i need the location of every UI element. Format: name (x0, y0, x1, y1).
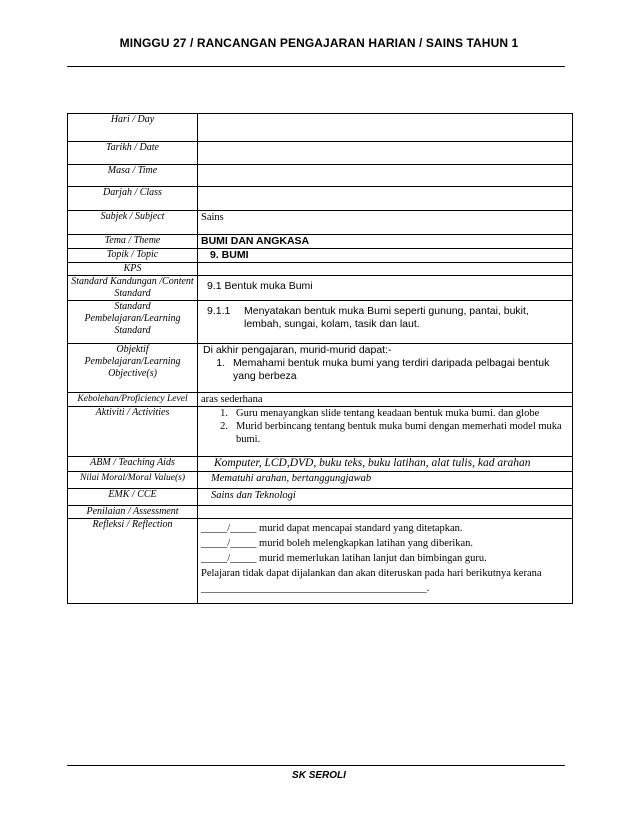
label-kps: KPS (68, 263, 198, 276)
row-tarikh (68, 142, 573, 165)
aktiviti-text-1: Guru menayangkan slide tentang keadaan bentuk muka bumi. dan globe (236, 408, 540, 419)
value-topik (198, 249, 573, 263)
nilai-text: Mematuhi arahan, bertanggungjawab (211, 473, 372, 484)
standard-kandungan-text: 9.1 Bentuk muka Bumi (207, 280, 313, 292)
label-emk: EMK / CCE (68, 489, 198, 506)
aktiviti-text-2: Murid berbincang tentang bentuk muka bumi dengan memerhati model muka bumi. (236, 421, 562, 445)
emk-text: Sains dan Teknologi (211, 490, 296, 501)
label-objektif: Objektif Pembelajaran/Learning Objective(s) (68, 344, 198, 393)
row-kebolehan (68, 393, 573, 407)
label-tarikh: Tarikh / Date (68, 142, 198, 165)
label-refleksi: Refleksi / Reflection (68, 519, 198, 604)
header-divider (67, 66, 565, 67)
objektif-intro: Di akhir pengajaran, murid-murid dapat:- (203, 344, 392, 356)
row-abm (68, 457, 573, 472)
value-kebolehan: aras sederhana (198, 393, 573, 407)
value-abm (198, 457, 573, 472)
row-masa (68, 165, 573, 187)
row-kps (68, 263, 573, 276)
standard-pembelajaran-item (207, 305, 569, 331)
row-aktiviti (68, 407, 573, 457)
aktiviti-number-2: 2. (220, 421, 228, 432)
row-standard-pembelajaran (68, 301, 573, 344)
value-masa (198, 165, 573, 187)
row-standard-kandungan (68, 276, 573, 301)
value-kps (198, 263, 573, 276)
label-standard-pembelajaran: Standard Pembelajaran/Learning Standard (68, 301, 198, 344)
refleksi-line-4: Pelajaran tidak dapat dijalankan dan akan diteruskan pada hari berikutnya kerana ___________________________________________. (201, 568, 542, 594)
row-tema (68, 235, 573, 249)
objektif-text: Memahami bentuk muka bumi yang terdiri daripada pelbagai bentuk yang berbeza (233, 357, 550, 382)
page-footer: SK SEROLI (292, 770, 346, 781)
refleksi-line-2: _____/_____ murid boleh melengkapkan latihan yang diberikan. (201, 538, 474, 549)
label-nilai: Nilai Moral/Moral Value(s) (68, 472, 198, 489)
label-hari: Hari / Day (68, 114, 198, 142)
standard-pembelajaran-number: 9.1.1 (207, 305, 231, 317)
row-hari (68, 114, 573, 142)
value-tarikh (198, 142, 573, 165)
objektif-number: 1. (216, 357, 225, 369)
aktiviti-number-1: 1. (220, 408, 228, 419)
value-standard-kandungan (198, 276, 573, 301)
label-standard-kandungan: Standard Kandungan /Content Standard (68, 276, 198, 301)
label-aktiviti: Aktiviti / Activities (68, 407, 198, 457)
row-darjah (68, 187, 573, 211)
page-header: MINGGU 27 / RANCANGAN PENGAJARAN HARIAN / SAINS TAHUN 1 (119, 36, 519, 50)
standard-pembelajaran-text: Menyatakan bentuk muka Bumi seperti gunung, pantai, bukit, lembah, sungai, kolam, tasik dan laut. (244, 305, 529, 330)
value-hari (198, 114, 573, 142)
row-penilaian (68, 506, 573, 519)
value-darjah (198, 187, 573, 211)
value-tema: BUMI DAN ANGKASA (198, 235, 573, 249)
aktiviti-item-2 (212, 420, 569, 446)
value-nilai (198, 472, 573, 489)
label-masa: Masa / Time (68, 165, 198, 187)
label-subjek: Subjek / Subject (68, 211, 198, 235)
row-objektif (68, 344, 573, 393)
value-objektif (198, 344, 573, 393)
value-standard-pembelajaran (198, 301, 573, 344)
objektif-item (203, 357, 569, 383)
abm-text: Komputer, LCD,DVD, buku teks, buku latihan, alat tulis, kad arahan (214, 457, 531, 469)
label-topik: Topik / Topic (68, 249, 198, 263)
label-tema: Tema / Theme (68, 235, 198, 249)
aktiviti-item-1 (212, 407, 569, 420)
topik-text: 9. BUMI (210, 249, 249, 261)
refleksi-line-3: _____/_____ murid memerlukan latihan lanjut dan bimbingan guru. (201, 553, 487, 564)
value-penilaian (198, 506, 573, 519)
row-subjek (68, 211, 573, 235)
value-aktiviti (198, 407, 573, 457)
row-nilai (68, 472, 573, 489)
lesson-plan-table (67, 113, 573, 604)
refleksi-line-1: _____/_____ murid dapat mencapai standard yang ditetapkan. (201, 523, 463, 534)
value-emk (198, 489, 573, 506)
value-subjek: Sains (198, 211, 573, 235)
label-kebolehan: Kebolehan/Proficiency Level (68, 393, 198, 407)
value-refleksi (198, 519, 573, 604)
label-penilaian: Penilaian / Assessment (68, 506, 198, 519)
row-refleksi (68, 519, 573, 604)
label-darjah: Darjah / Class (68, 187, 198, 211)
row-topik (68, 249, 573, 263)
footer-divider (67, 765, 565, 766)
label-abm: ABM / Teaching Aids (68, 457, 198, 472)
row-emk (68, 489, 573, 506)
